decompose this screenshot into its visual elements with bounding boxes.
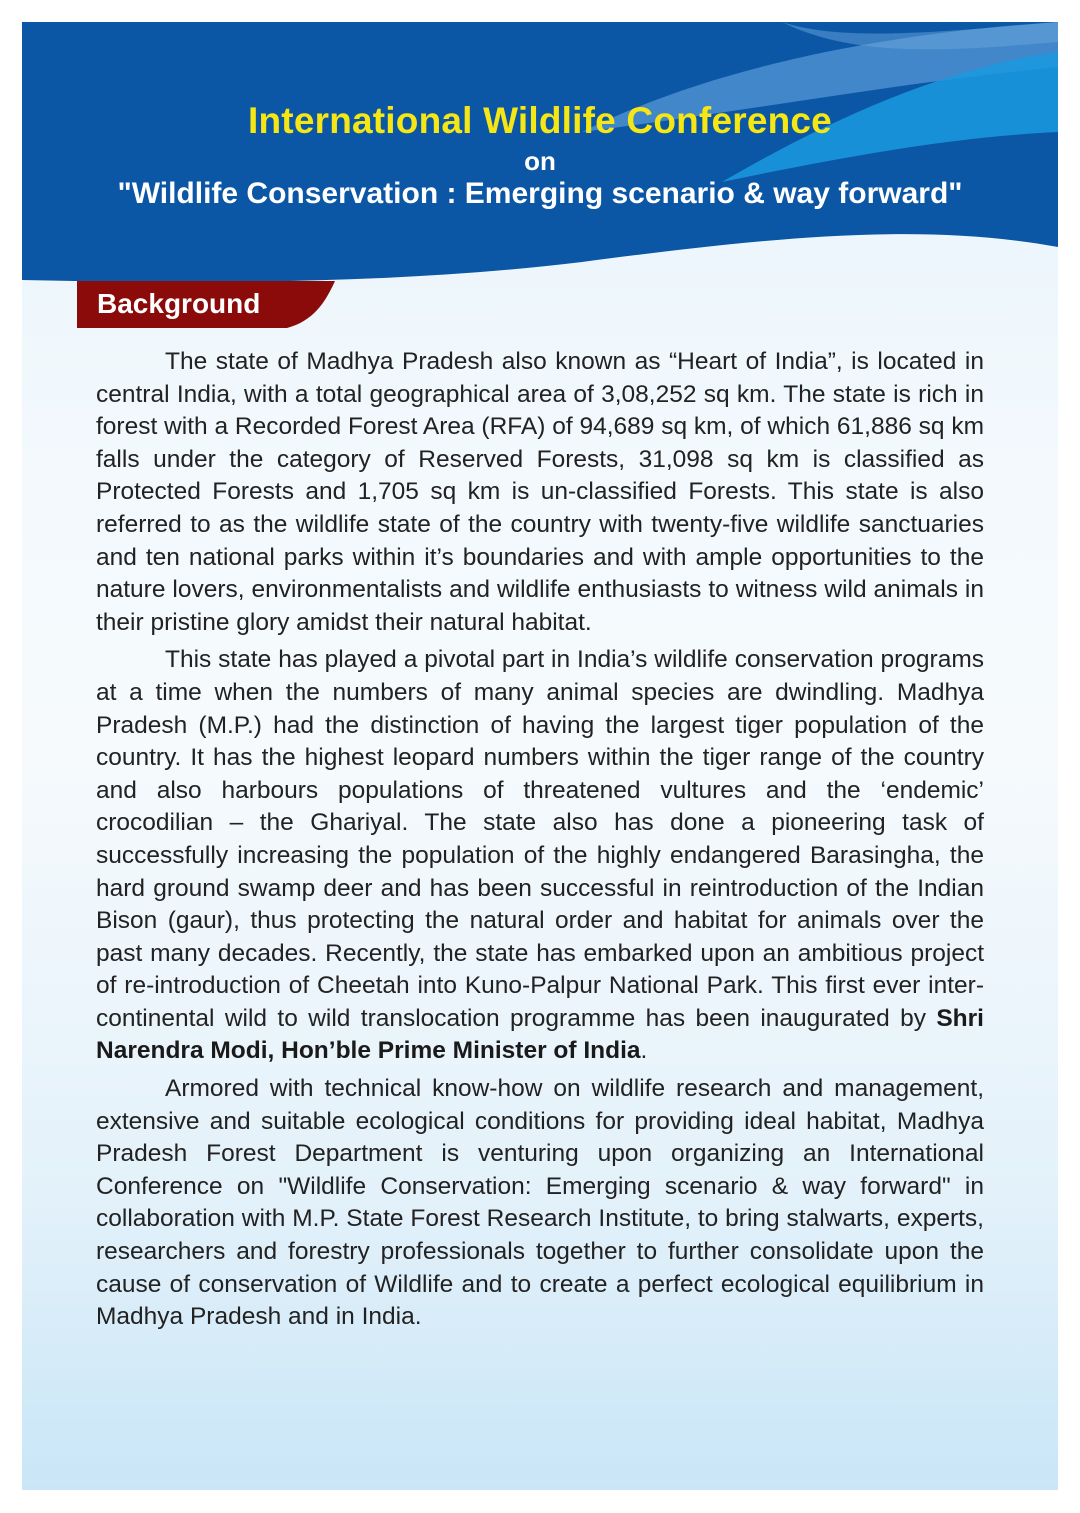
paragraph-3: Armored with technical know-how on wildlife research and management, extensive and suitable ecological conditions for providing ideal habitat, Madhya Pradesh Forest Department is venturing upon organizing an International Conference on "Wildlife Conservation: Emerging scenario & way forward" in collaboration with M.P. State Forest Research Institute, to bring stalwarts, experts, researchers and forestry professionals together to further consolidate upon the cause of conservation of Wildlife and to create a perfect ecological equilibrium in Madhya Pradesh and in India. [96,1075,984,1331]
brochure-page [22,22,1058,1490]
paragraph-1: The state of Madhya Pradesh also known as “Heart of India”, is located in central India, with a total geographical area of 3,08,252 sq km. The state is rich in forest with a Recorded Forest Area (RFA) of 94,689 sq km, of which 61,886 sq km falls under the category of Reserved Forests, 31,098 sq km is classified as Protected Forests and 1,705 sq km is un-classified Forests. This state is also referred to as the wildlife state of the country with twenty-five wildlife sanctuaries and ten national parks within it’s boundaries and with ample opportunities to the nature lovers, environmentalists and wildlife enthusiasts to witness wild animals in their pristine glory amidst their natural habitat. [96,348,984,636]
header-banner [22,22,1058,322]
prime-minister-name: Shri Narendra Modi, Hon’ble Prime Minister of India [96,1004,984,1065]
conference-subtitle: "Wildlife Conservation : Emerging scenario & way forward" [117,177,963,210]
paragraph-2-text: This state has played a pivotal part in India’s wildlife conservation programs at a time when the numbers of many animal species are dwindling. Madhya Pradesh (M.P.) had the distinction of having the largest tiger population of the country. It has the highest leopard numbers within the tiger range of the country and also harbours populations of threatened vultures and the ‘endemic’ crocodilian – the Ghariyal. The state also has done a pioneering task of successfully increasing the population of the highly endangered Barasingha, the hard ground swamp deer and has been successful in reintroduction of the Indian Bison (gaur), thus protecting the natural order and habitat for animals over the past many decades. Recently, the state has embarked upon an ambitious project of re-introduction of Cheetah into Kuno-Palpur National Park. This first ever inter-continental wild to wild translocation programme has been inaugurated by [96,646,984,1032]
paragraph-2-end: . [640,1037,648,1065]
section-heading-tab [77,281,335,328]
paragraph-2 [96,644,984,1068]
conference-connector: on [524,146,556,176]
conference-title: International Wildlife Conference [248,100,832,141]
background-text [96,346,984,1339]
section-heading: Background [97,288,261,319]
